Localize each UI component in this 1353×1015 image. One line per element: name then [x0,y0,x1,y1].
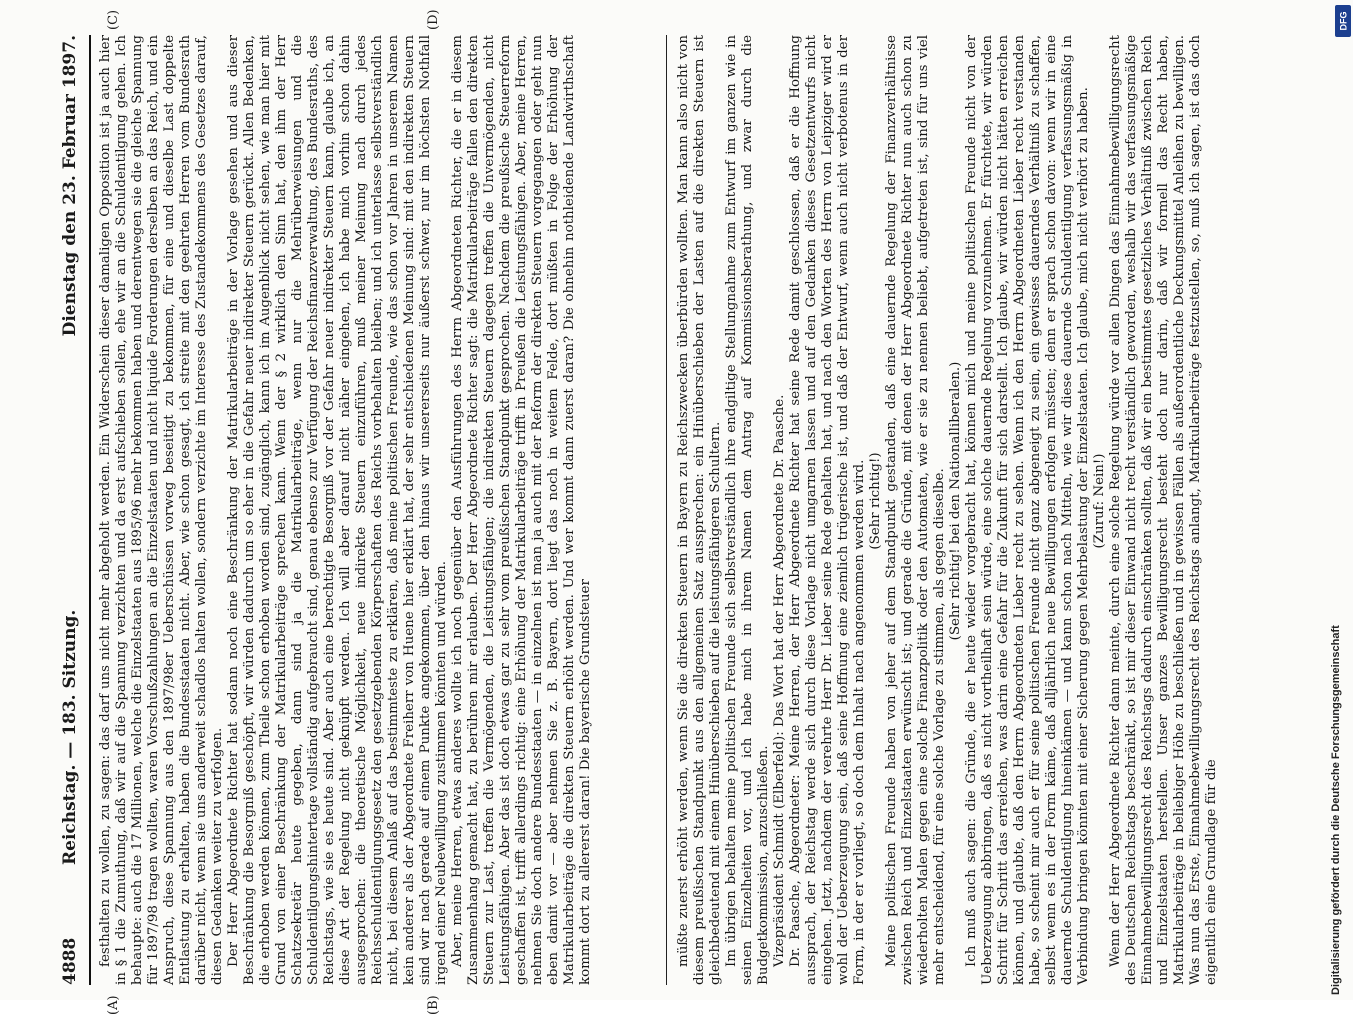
paragraph: müßte zuerst erhöht werden, wenn Sie die direkten Steuern in Bayern zu Reichszwecken überbürden wollten. Man kann also nicht von diesem preußischen Standpunkt aus den allgemeinen Satz aussprechen: ein Hinüberschieben der Lasten auf die direkten Steuern ist gleichbedeutend mit einem Hinüberschieben auf die leistungsfähigeren Schultern. [676,35,723,985]
header-right-title: Dienstag den 23. Februar 1897. [60,35,80,337]
header-rule [89,35,91,985]
paragraph: Der Herr Abgeordnete Richter hat sodann noch eine Beschränkung der Matrikularbeiträge in der Vorlage gesehen und aus dieser Beschränkung die Besorgniß geschöpft, wir würden dadurch um so eher in die Gefahr neuer indirekter Steuern gerückt. Allen Bedenken, die erhoben werden können, zum Theile schon erhoben worden sind, zugänglich, kann ich im Augenblick nicht sehen, wie man hier mit Grund von einer Beschränkung der Matrikularbeiträge sprechen kann. Wenn der § 2 wirklich den Sinn hat, den ihm der Herr Schatzsekretär heute gegeben, dann sind ja die Matrikularbeiträge, wenn nur die Mehrüberweisungen und die Schuldentilgungshintertage vollständig aufgebraucht sind, genau ebenso zur Verfügung der Reichsfinanzverwaltung, des Bundesraths, des Reichstags, wie sie es heute sind. Aber auch eine berechtigte Besorgniß vor der Gefahr neuer indirekter Steuern kann, glaube ich, an diese Art der Regelung nicht geknüpft werden. Ich will aber darauf nicht näher eingehen, ich habe mich vorhin schon dahin ausgesprochen: die theoretische Möglichkeit, neue indirekte Steuern einzuführen, muß meiner Meinung nach durch jedes Reichsschuldentilgungsgesetz den gesetzgebenden Körperschaften des Reichs vorbehalten bleiben; und ich unterlasse selbstverständlich nicht, bei diesem Anlaß auf das bestimmteste zu erklären, daß meine politischen Freunde, wie das schon vor Jahren in unserem Namen kein anderer als der Abgeordnete Freiherr von Huene hier erklärt hat, der sehr entschiedenen Meinung sind: mit den indirekten Steuern sind wir nach gerade auf einem Punkte angekommen, über den hinaus wir unsererseits nur äußerst schwer, nur im höchsten Nothfall irgend einer Neubewilligung zustimmen könnten und würden. [226,35,449,985]
paragraph: Wenn der Herr Abgeordnete Richter dann meinte, durch eine solche Regelung würde vor allen Dingen das Einnahmebewilligungsrecht des Deutschen Reichstags beschränkt, so ist mir dieser Einwand nicht recht verständlich geworden, weshalb wir das verfassungsmäßige Einnahmebewilligungsrecht des Reichstags dadurch einschränken sollten, daß wir ein bestimmtes gesetzliches Verhältniß zwischen Reich und Einzelstaaten herstellen. Unser ganzes Bewilligungsrecht besteht doch nur darin, daß wir formell das Recht haben, Matrikularbeiträge in beliebiger Höhe zu beschließen und in gewissen Fällen als außerordentliche Deckungsmittel Anleihen zu bewilligen. Was nun das Erste, Einnahmebewilligungsrecht des Reichstags anlangt, Matrikularbeiträge festzustellen, so, muß ich sagen, ist das doch eigentlich eine Grundlage für die [1108,35,1219,985]
marker-a: (A) [106,995,121,1015]
paragraph: Ich muß auch sagen: die Gründe, die er heute wieder vorgebracht hat, können mich und meine politischen Freunde nicht von der Ueberzeugung abbringen, daß es nicht vortheilhaft sein würde, eine solche dauernde Regelung vorzunehmen. Er fürchtete, wir würden Schritt für Schritt das erreichen, was darin eine Gefahr für die Zukunft für sich darstellt. Ich glaube, wir würden nicht hätten erreichen können, und glaubte, daß den Herrn Abgeordneten Lieber recht zu sehen. Wenn ich den Herrn Abgeordneten Lieber recht verstanden habe, so scheint mir auch er für seine politischen Freunde nicht ganz abgeneigt zu sein, ein gewisses dauerndes Verhältniß zu schaffen, selbst wenn es in der Form käme, daß alljährlich neue Bewilligungen erfolgen müssten; denn er sprach schon davon: wenn wir in eine dauernde Schuldentilgung hineinkämen — und kann schon nach Mitteln, wie wir diese dauernde Schuldentilgung verfassungsmäßig in Verbindung bringen könnten mit einer Sicherung gegen Mehrbelastung der Einzelstaaten. Ich glaube, mich nicht verhört zu haben. [964,35,1091,985]
dfg-logo: DFG [1335,5,1351,37]
paragraph: Im übrigen behalten meine politischen Freunde sich selbstverständlich ihre endgiltige Stellungnahme zum Entwurf im ganzen wie in seinen Einzelheiten vor, und ich habe mich in ihrem Namen dem Antrag auf Kommissionsberathung, und zwar durch die Budgetkommission, anzuschließen. [724,35,771,985]
page-number: 4888 [60,937,80,985]
column-separator [666,35,667,985]
paragraph: (Sehr richtig!) [868,452,883,550]
paragraph: (Sehr richtig! bei den Nationalliberalen.) [948,361,963,641]
digitization-credit: Digitalisierung gefördert durch die Deutsche Forschungsgemeinschaft [1330,625,1342,995]
paragraph: Dr. Paasche, Abgeordneter: Meine Herren, der Herr Abgeordnete Richter hat seine Rede damit geschlossen, daß er die Hoffnung aussprach, der Reichstag werde sich durch diese Vorlage nicht umgarnen lassen und auf den Gedanken dieses Gesetzentwurfs nicht eingehen. Jetzt, nachdem der verehrte Herr Dr. Lieber seine Rede gehalten hat, und nach den Worten des Herrn von Leipziger wird er wohl der Ueberzeugung sein, daß seine Hoffnung eine ziemlich trügerische ist, und daß der Entwurf, wenn auch nicht verbotenus in der Form, in der er vorliegt, so doch dem Inhalt nach angenommen werden wird. [788,35,867,985]
page-header [56,35,86,985]
column-left [98,35,658,985]
paragraph: festhalten zu wollen, zu sagen: das darf uns nicht mehr abgeholt werden. Ein Widerschein dieser damaligen Opposition ist ja auch hier in § 1 die Zumuthung, daß wir auf die Spannung verzichten und da erst aufschieben sollen, ehe wir an die Schuldentilgung gehen. Ich behaupte: auch die 17 Millionen, welche die Einzelstaaten aus 1895/96 mehr bekommen haben und derentwegen sie die gleiche Spannung für 1897/98 tragen wollten, waren Vorschußzahlungen an die Einzelstaaten und nicht liquide Forderungen derselben an das Reich, und ein Anspruch, diese Spannung aus den 1897/98er Ueberschüssen vorweg beseitigt zu bekommen, für eine und dieselbe Last doppelte Entlastung zu erhalten, haben die Bundesstaaten nicht. Aber, wie schon gesagt, ich streite mit den geehrten Herren vom Bundesrath darüber nicht, wenn sie uns anderweit schadlos halten wollen, sondern verzichte im Interesse des Zustandekommens des Gesetzes darauf, diesen Gedanken weiter zu verfolgen. [98,35,225,985]
marker-d: (D) [426,9,441,30]
paragraph: Aber, meine Herren, etwas anderes wollte ich noch gegenüber den Ausführungen des Herrn Abgeordneten Richter, die er in diesem Zusammenhang gemacht hat, zu berühren mir erlauben. Der Herr Abgeordnete Richter sagt: die Matrikularbeiträge fallen den direkten Steuern zur Last, treffen die Vermögenden, die Leistungsfähigen; die indirekten Steuern dagegen treffen die Unvermögenden, nicht Leistungsfähigen. Aber das ist doch etwas gar zu sehr vom preußischen Standpunkt gesprochen. Nachdem die preußische Steuerreform geschaffen ist, trifft allerdings richtig: eine Erhöhung der Matrikularbeiträge trifft in Preußen die Leistungsfähigen. Aber, meine Herren, nehmen Sie doch andere Bundesstaaten — in einzelnen ist man ja auch mit der Reform der direkten Steuern vorgegangen oder geht nun eben damit vor — aber nehmen Sie z. B. Bayern, dort liegt das noch in weitem Felde, dort müßten in Folge der Erhöhung der Matrikularbeiträge die direkten Steuern erhöht werden. Und wer kommt dann zuerst daran? Die ohnehin nothleidende Landwirthschaft kommt dort zu allererst daran! Die bayerische Grundsteuer [450,35,593,985]
marker-c: (C) [106,9,121,30]
paragraph: Vizepräsident Schmidt (Elberfeld): Das Wort hat der Herr Abgeordnete Dr. Paasche. [772,394,787,967]
paragraph: Meine politischen Freunde haben von jeher auf dem Standpunkt gestanden, daß eine dauernde Regelung der Finanzverhältnisse zwischen Reich und Einzelstaaten erwünscht ist; und gerade die Gründe, mit denen der Herr Abgeordnete Richter nun auch schon zu wiederholten Malen gegen eine solche Finanzpolitik oder den Automaten, wie er sie zu nennen beliebt, aufgetreten ist, sind für uns viel mehr entscheidend, für eine solche Vorlage zu stimmen, als gegen dieselbe. [884,35,947,985]
header-left-title: Reichstag. — 183. Sitzung. [60,609,80,865]
column-right [676,35,1236,985]
paragraph: (Zuruf: Nein!) [1092,453,1107,549]
marker-b: (B) [426,995,441,1015]
rotated-page-content [56,9,1286,1015]
